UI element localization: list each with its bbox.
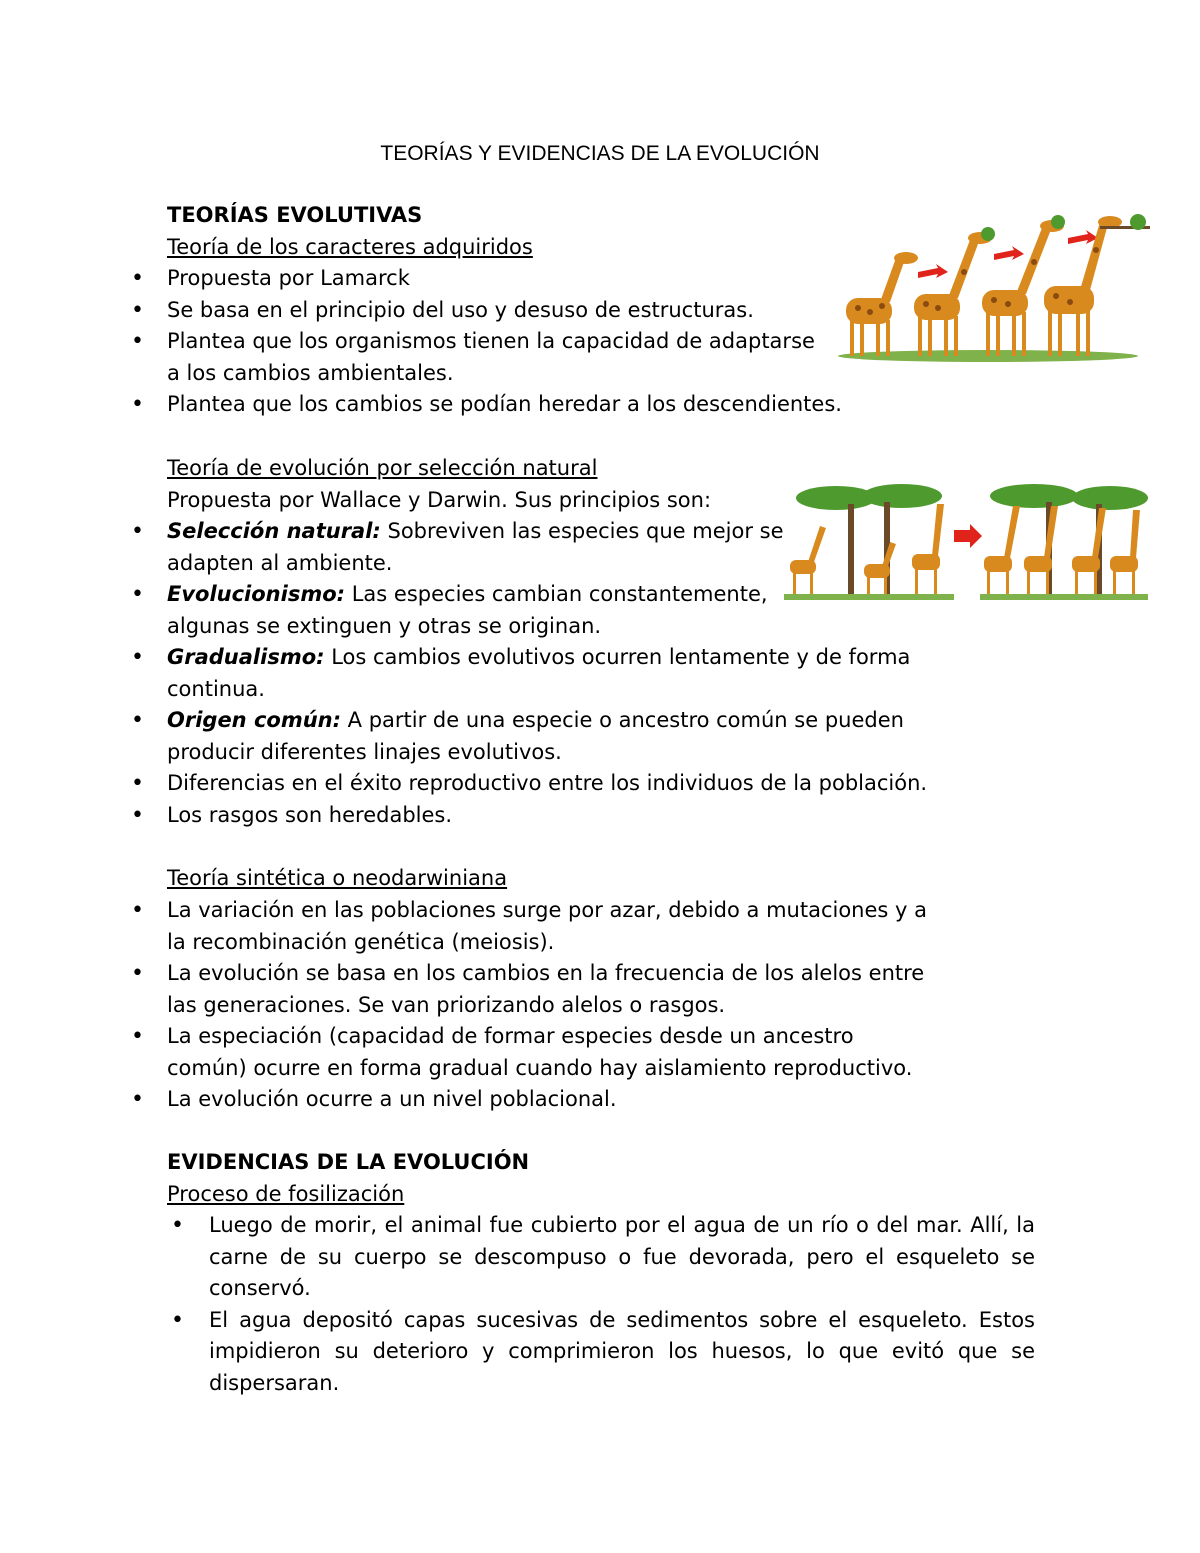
darwin-intro: Propuesta por Wallace y Darwin. Sus principios son:	[167, 488, 712, 512]
tree-right	[990, 484, 1148, 594]
list-item: • Se basa en el principio del uso y desuso de estructuras.	[167, 295, 842, 327]
leaf	[1051, 215, 1065, 229]
subheading-fosilizacion: Proceso de fosilización	[167, 1182, 405, 1206]
section-heading-teorias: TEORÍAS EVOLUTIVAS	[167, 203, 423, 227]
list-item: • La evolución ocurre a un nivel poblacional.	[167, 1084, 927, 1116]
list-item: • Los rasgos son heredables.	[167, 800, 927, 832]
list-item: • Propuesta por Lamarck	[167, 263, 842, 295]
giraffes-left	[790, 504, 944, 594]
lamarck-list	[167, 263, 842, 421]
subheading-lamarck: Teoría de los caracteres adquiridos	[167, 235, 533, 259]
arrow-icon	[1068, 230, 1098, 244]
arrow-icon	[954, 524, 982, 548]
giraffe-1	[846, 252, 918, 356]
list-item: • El agua depositó capas sucesivas de sedimentos sobre el esqueleto. Estos impidieron su deterioro y comprimieron los huesos, lo que evitó que se dispersaran.	[209, 1305, 1035, 1400]
giraffe-2	[914, 232, 992, 356]
list-item: • Plantea que los cambios se podían heredar a los descendientes.	[167, 389, 842, 421]
subheading-sintetica: Teoría sintética o neodarwiniana	[167, 866, 508, 890]
sintetica-list	[167, 895, 927, 1116]
list-item: • La variación en las poblaciones surge por azar, debido a mutaciones y a la recombinación genética (meiosis).	[167, 895, 927, 958]
list-item-continuation: a los cambios ambientales.	[167, 360, 454, 385]
darwin-giraffes-image	[784, 484, 1148, 600]
fosilizacion-list	[209, 1210, 1035, 1399]
grass	[784, 594, 954, 600]
list-item: • Plantea que los organismos tienen la capacidad de adaptarse	[167, 326, 842, 358]
list-item: • Selección natural: Sobreviven las especies que mejor se adapten al ambiente.	[167, 516, 927, 579]
section-heading-evidencias: EVIDENCIAS DE LA EVOLUCIÓN	[167, 1150, 530, 1174]
list-item: • Origen común: A partir de una especie o ancestro común se pueden producir diferentes linajes evolutivos.	[167, 705, 927, 768]
list-item: • Luego de morir, el animal fue cubierto por el agua de un río o del mar. Allí, la carne de su cuerpo se descompuso o fue devorada, pero el esqueleto se conservó.	[209, 1210, 1035, 1305]
list-item: • Diferencias en el éxito reproductivo entre los individuos de la población.	[167, 768, 927, 800]
list-item: • La especiación (capacidad de formar especies desde un ancestro común) ocurre en forma gradual cuando hay aislamiento reproductivo.	[167, 1021, 927, 1084]
list-item: • La evolución se basa en los cambios en la frecuencia de los alelos entre las generaciones. Se van priorizando alelos o rasgos.	[167, 958, 927, 1021]
arrow-icon	[994, 246, 1024, 260]
subheading-darwin: Teoría de evolución por selección natural	[167, 456, 598, 480]
list-item: • Gradualismo: Los cambios evolutivos ocurren lentamente y de forma continua.	[167, 642, 927, 705]
leaf	[1130, 214, 1146, 230]
giraffes-right	[984, 506, 1140, 594]
lamarck-giraffes-image	[838, 210, 1154, 362]
list-item: • Evolucionismo: Las especies cambian constantemente, algunas se extinguen y otras se originan.	[167, 579, 927, 642]
leaf	[981, 227, 995, 241]
document-title: TEORÍAS Y EVIDENCIAS DE LA EVOLUCIÓN	[380, 142, 820, 165]
arrow-icon	[918, 264, 948, 278]
grass	[980, 594, 1148, 600]
